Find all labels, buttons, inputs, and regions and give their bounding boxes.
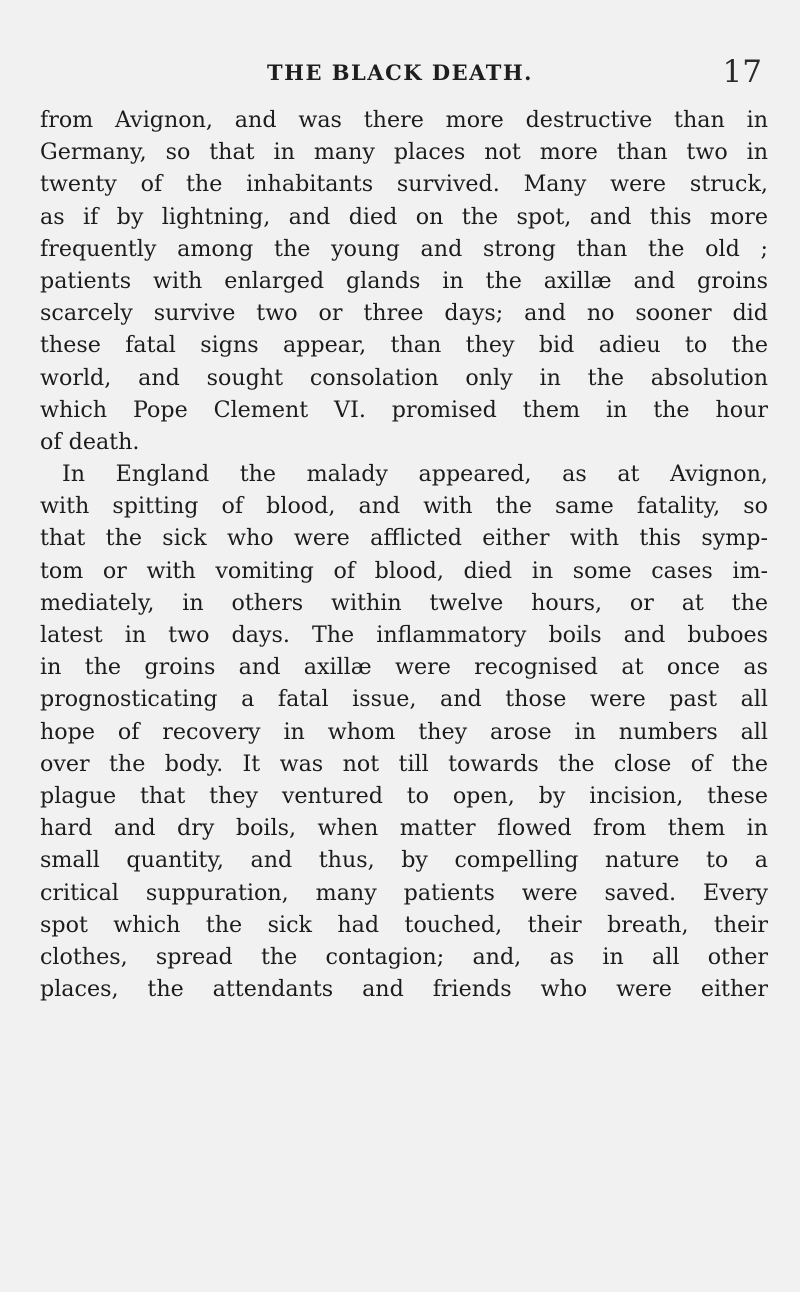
running-title: THE BLACK DEATH. bbox=[266, 60, 533, 85]
text-line: places, the attendants and friends who were either bbox=[40, 976, 768, 1003]
text-line: frequently among the young and strong than the old ; bbox=[40, 235, 768, 262]
text-line: scarcely survive two or three days; and no sooner did bbox=[40, 300, 768, 327]
text-line: over the body. It was not till towards the close of the bbox=[40, 750, 768, 777]
text-line: which Pope Clement VI. promised them in the hour bbox=[40, 396, 768, 423]
text-line: critical suppuration, many patients were saved. Every bbox=[40, 879, 768, 906]
text-line: as if by lightning, and died on the spot, and this more bbox=[40, 203, 768, 230]
text-line: patients with enlarged glands in the axillæ and groins bbox=[40, 267, 768, 294]
text-line: Germany, so that in many places not more than two in bbox=[40, 139, 768, 166]
paragraph-end-line: of death. bbox=[40, 428, 140, 455]
text-line: clothes, spread the contagion; and, as in all other bbox=[40, 943, 768, 970]
text-line: these fatal signs appear, than they bid adieu to the bbox=[40, 332, 768, 359]
text-line: latest in two days. The inflammatory boils and buboes bbox=[40, 622, 768, 648]
text-line: from Avignon, and was there more destructive than in bbox=[40, 107, 768, 133]
text-line: in the groins and axillæ were recognised at once as bbox=[40, 654, 768, 681]
text-line: small quantity, and thus, by compelling nature to a bbox=[40, 847, 768, 874]
text-line: hard and dry boils, when matter flowed from them in bbox=[40, 815, 768, 842]
text-line: mediately, in others within twelve hours, or at the bbox=[40, 589, 768, 616]
paragraph-start-line: In England the malady appeared, as at Avignon, bbox=[62, 461, 768, 488]
page-header bbox=[0, 50, 800, 90]
text-line: with spitting of blood, and with the same fatality, so bbox=[40, 493, 768, 520]
text-line: plague that they ventured to open, by incision, these bbox=[40, 782, 768, 809]
page-number: 17 bbox=[722, 54, 762, 90]
text-line: prognosticating a fatal issue, and those were past all bbox=[40, 686, 768, 713]
body-text bbox=[40, 104, 768, 1005]
text-line: that the sick who were afflicted either with this symp- bbox=[40, 525, 768, 552]
text-line: hope of recovery in whom they arose in numbers all bbox=[40, 718, 768, 745]
text-line: tom or with vomiting of blood, died in some cases im- bbox=[40, 557, 768, 584]
text-line: spot which the sick had touched, their breath, their bbox=[40, 911, 768, 938]
text-line: world, and sought consolation only in the absolution bbox=[40, 364, 768, 391]
text-line: twenty of the inhabitants survived. Many were struck, bbox=[40, 171, 768, 198]
